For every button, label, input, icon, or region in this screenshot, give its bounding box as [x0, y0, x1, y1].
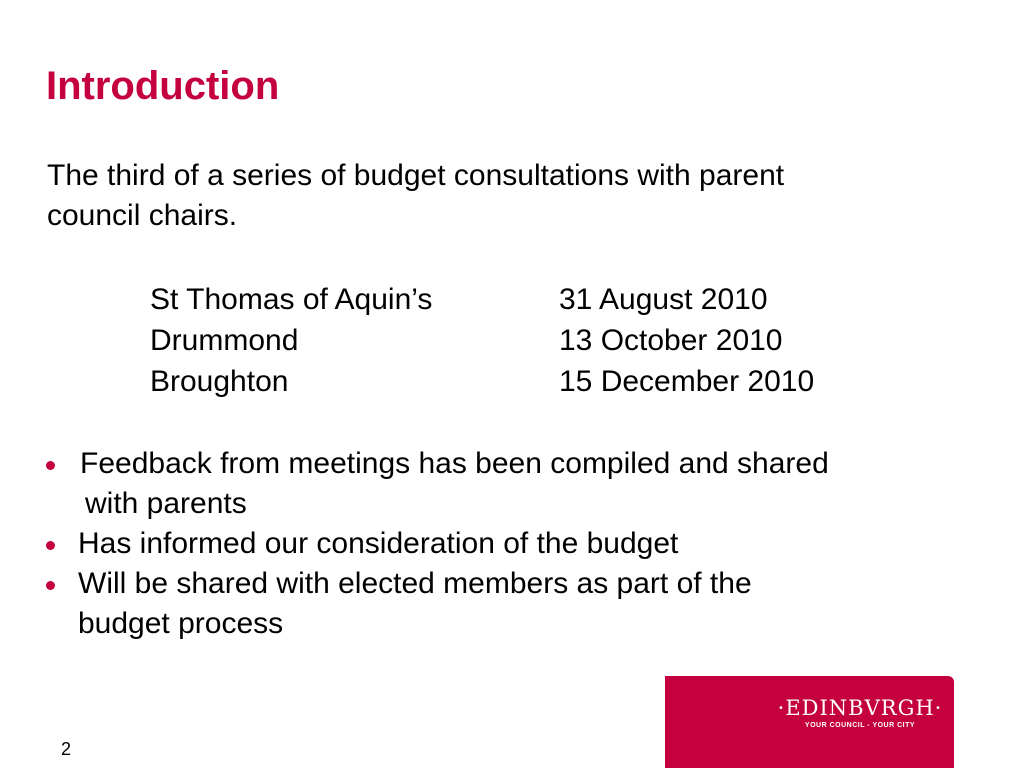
consultation-date: 15 December 2010 — [559, 365, 815, 398]
logo-tagline: YOUR COUNCIL - YOUR CITY — [804, 722, 916, 729]
consultation-date: 13 October 2010 — [559, 324, 783, 357]
consultation-date: 31 August 2010 — [559, 283, 768, 316]
bullet-text-line-1: Feedback from meetings has been compiled and shared — [80, 447, 829, 480]
bullet-list — [46, 444, 976, 644]
bullet-text-line-1: Has informed our consideration of the budget — [78, 527, 679, 560]
bullet-item — [46, 444, 976, 524]
consultation-row — [150, 321, 910, 362]
page-number: 2 — [61, 739, 72, 759]
slide-title: Introduction — [46, 64, 280, 108]
consultation-school: Drummond — [150, 324, 299, 357]
consultation-row — [150, 280, 910, 321]
edinburgh-logo-panel — [665, 676, 954, 768]
logo-wordmark: ·EDINBVRGH· — [777, 696, 943, 720]
intro-line-2: council chairs. — [47, 199, 238, 232]
intro-line-1: The third of a series of budget consultations with parent — [47, 159, 785, 192]
consultation-row — [150, 362, 910, 403]
bullet-dot-icon — [46, 541, 55, 550]
bullet-item — [46, 564, 976, 644]
intro-paragraph — [47, 156, 947, 236]
bullet-dot-icon — [46, 461, 55, 470]
consultation-school: St Thomas of Aquin’s — [150, 283, 433, 316]
bullet-text-line-1: Will be shared with elected members as part of the — [78, 567, 752, 600]
consultation-schedule — [150, 280, 910, 403]
bullet-item — [46, 524, 976, 564]
bullet-text-line-2: with parents — [85, 487, 247, 520]
bullet-text-line-2: budget process — [78, 607, 284, 640]
consultation-school: Broughton — [150, 365, 289, 398]
edinburgh-logo — [775, 696, 945, 729]
bullet-dot-icon — [46, 581, 55, 590]
